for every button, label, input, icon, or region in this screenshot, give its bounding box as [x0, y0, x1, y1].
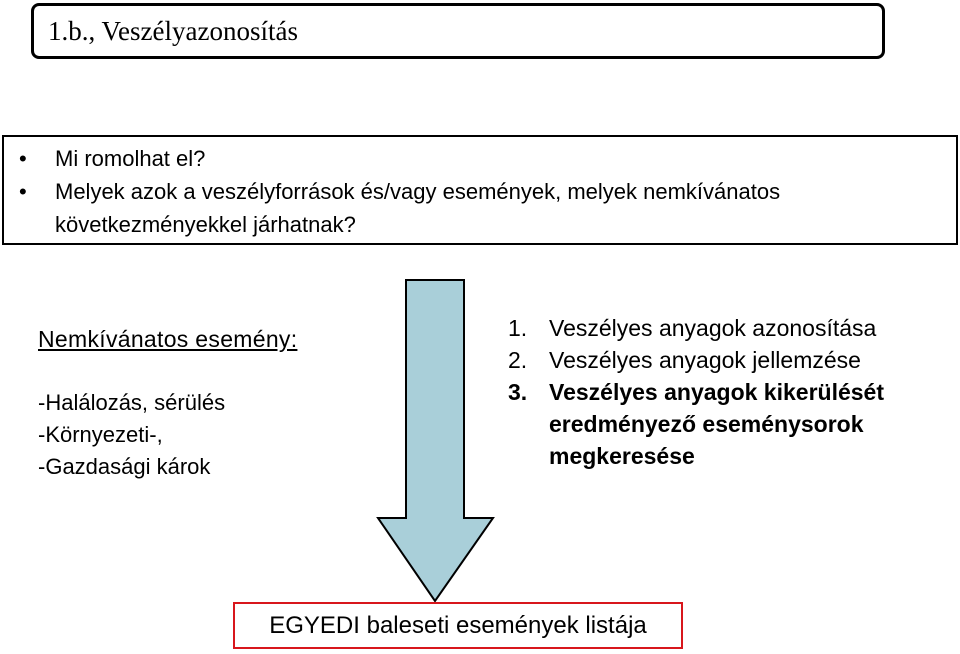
- step-item: [508, 312, 949, 344]
- step-text: Veszélyes anyagok jellemzése: [549, 347, 861, 373]
- undesired-event-item: -Gazdasági károk: [38, 454, 211, 479]
- step-item: [508, 344, 949, 376]
- steps-list: [508, 312, 949, 472]
- result-box: [233, 602, 683, 649]
- undesired-event-list: [38, 387, 297, 483]
- step-item: [508, 376, 949, 472]
- step-number: 1.: [508, 315, 528, 341]
- questions-box: [2, 135, 958, 245]
- step-number: 2.: [508, 347, 528, 373]
- undesired-event-item: -Halálozás, sérülés: [38, 390, 226, 415]
- question-item: • Mi romolhat el?: [4, 142, 956, 175]
- undesired-event-block: [38, 326, 297, 483]
- step-number: 3.: [508, 379, 528, 405]
- undesired-event-item: -Környezeti-,: [38, 422, 163, 447]
- down-arrow-shape: [378, 280, 493, 601]
- undesired-event-heading: Nemkívánatos esemény:: [38, 326, 298, 352]
- page-title: 1.b., Veszélyazonosítás: [48, 16, 298, 46]
- result-text: EGYEDI baleseti események listája: [269, 612, 647, 639]
- step-text: Veszélyes anyagok azonosítása: [549, 315, 877, 341]
- down-arrow-icon: [376, 278, 496, 604]
- title-box: [31, 3, 885, 59]
- step-text: Veszélyes anyagok kikerülését eredményező eseménysorok megkeresése: [549, 379, 884, 469]
- question-item: • Melyek azok a veszélyforrások és/vagy események, melyek nemkívánatos következményekkel járhatnak?: [4, 175, 956, 241]
